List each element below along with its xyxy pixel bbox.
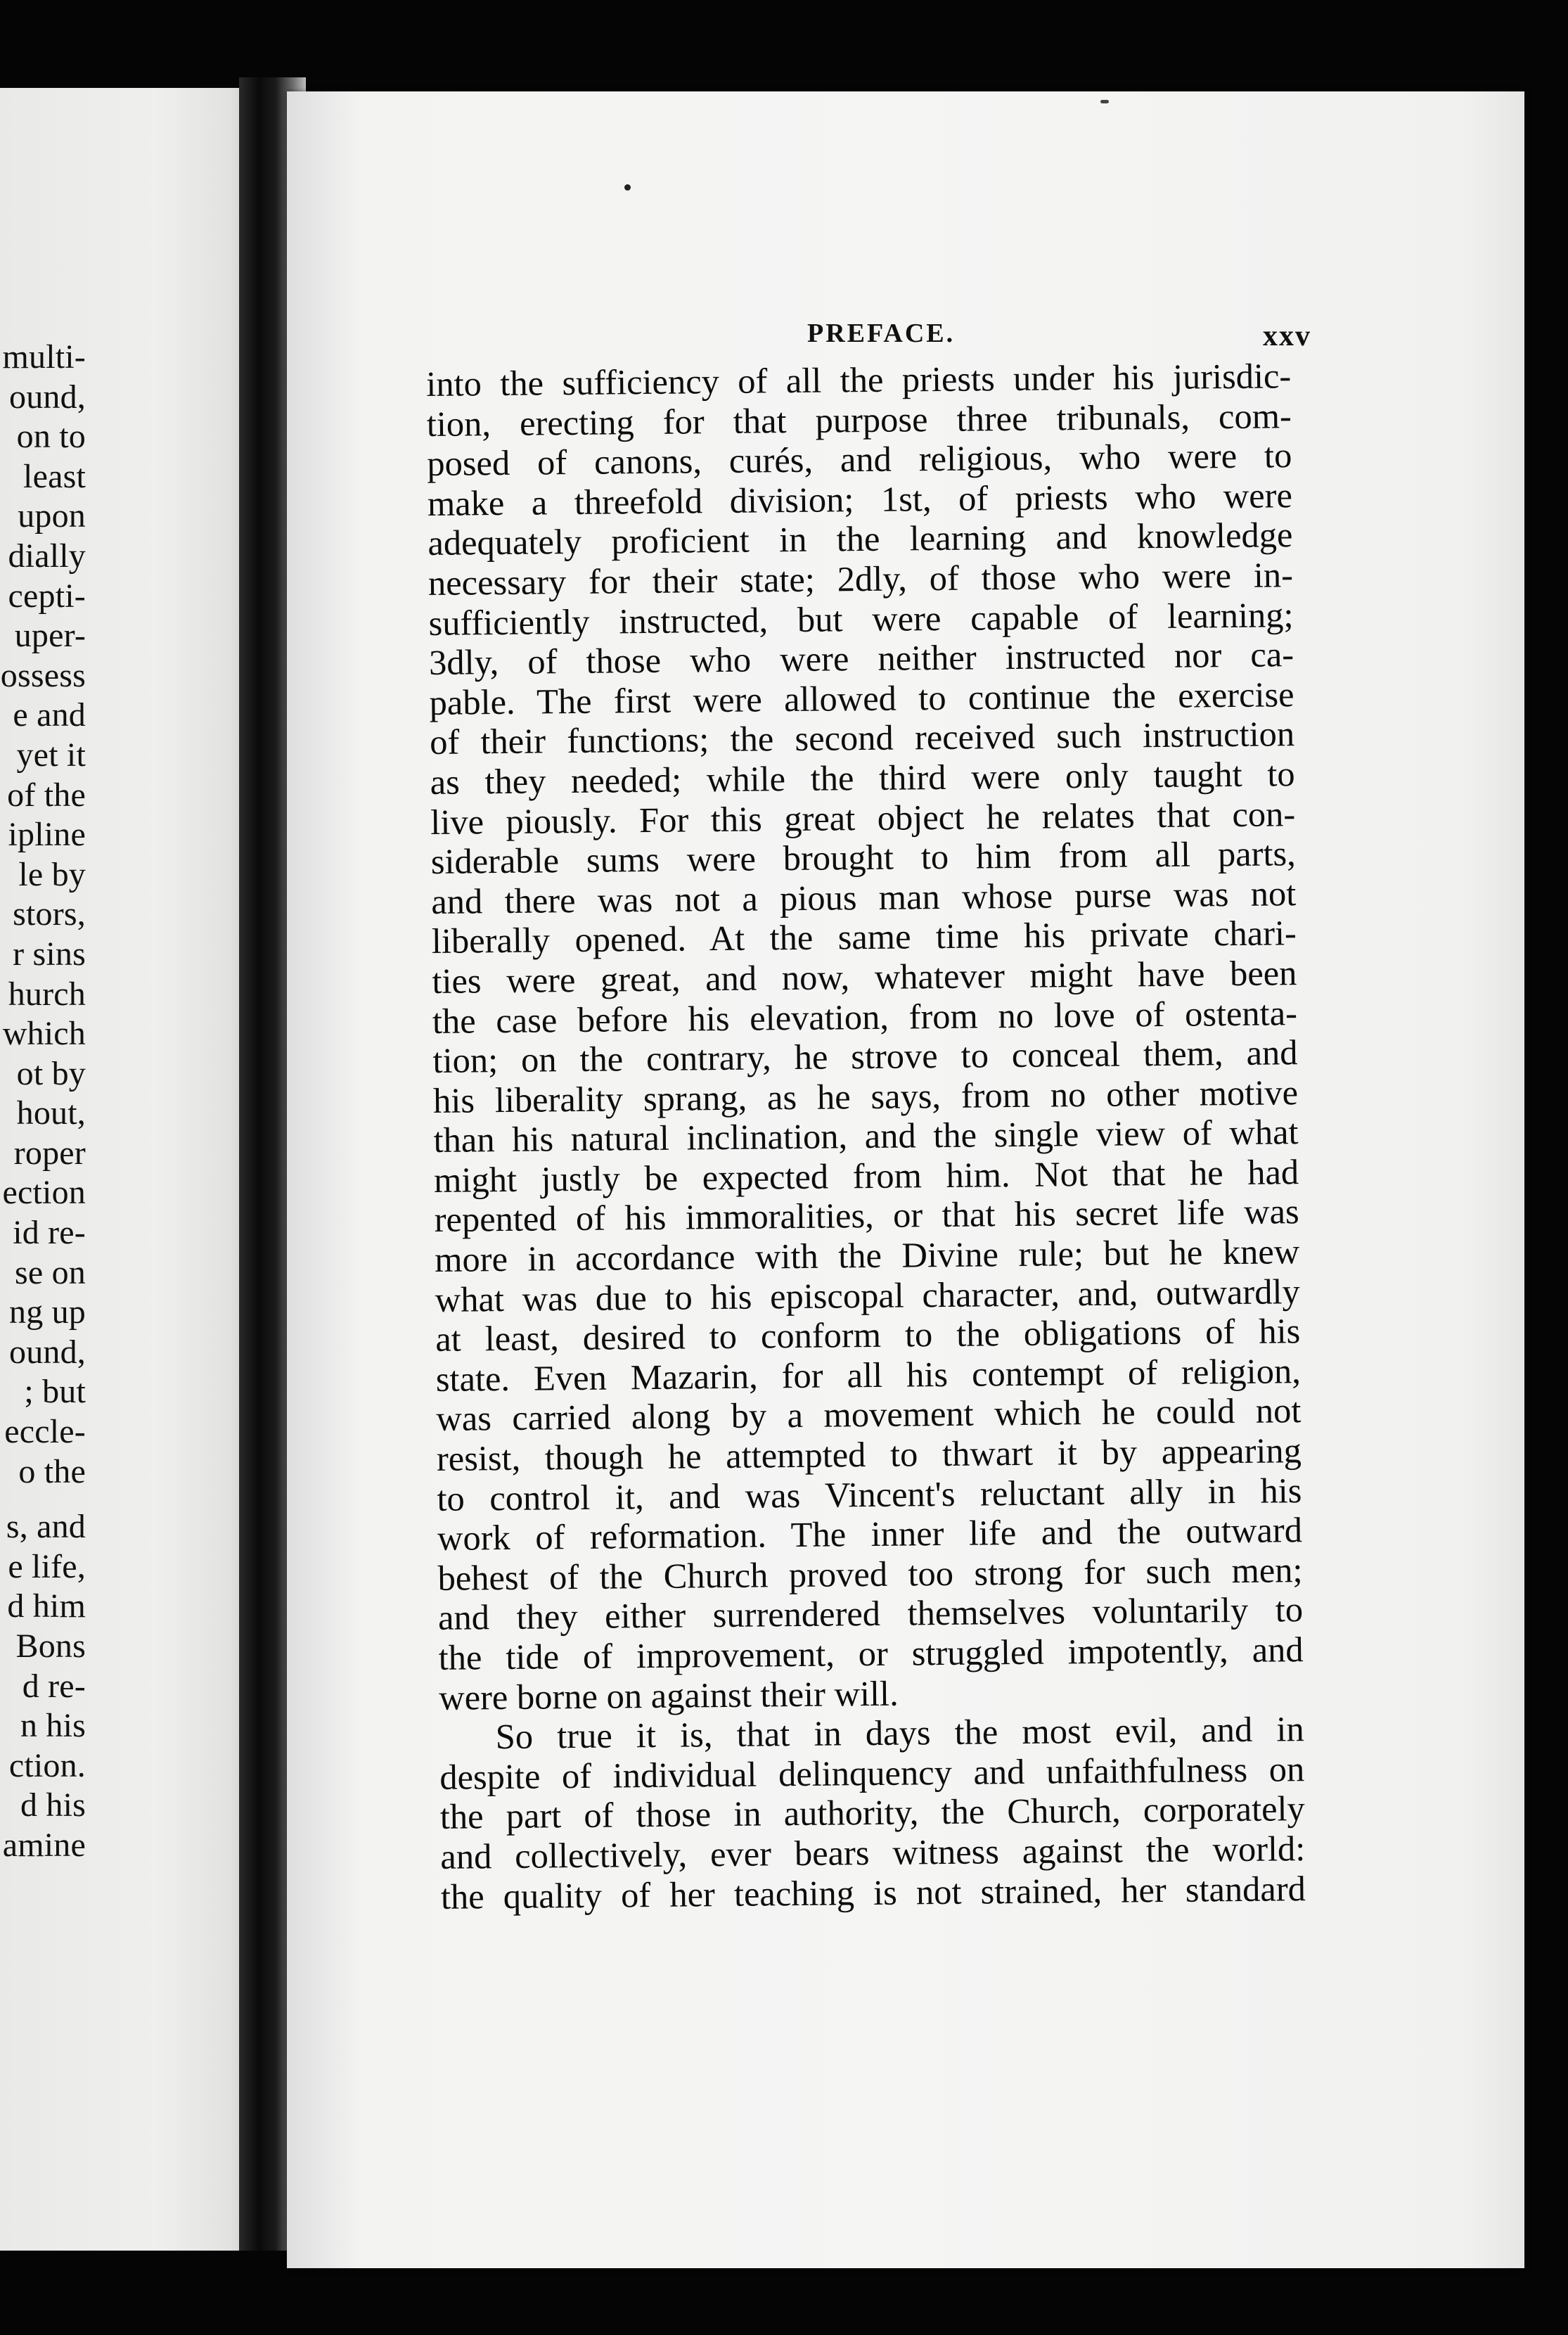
left-page-line: hout, <box>16 1094 86 1132</box>
left-page-line: Bons <box>15 1627 86 1665</box>
text-line: siderable sums were brought to him from all parts, <box>430 833 1296 882</box>
text-line: repented of his immoralities, or that his secret life was <box>434 1191 1299 1240</box>
left-page-line: se on <box>15 1253 86 1291</box>
text-line: the quality of her teaching is not strained, her standard <box>440 1868 1306 1917</box>
ink-speck <box>624 184 631 191</box>
text-line: necessary for their state; 2dly, of those who were in- <box>428 555 1294 603</box>
text-line: liberally opened. At the same time his private chari- <box>431 913 1297 961</box>
running-head <box>287 318 1524 360</box>
left-page-line: hurch <box>8 975 86 1013</box>
text-line: and there was not a pious man whose purse was not <box>431 873 1297 921</box>
left-page-line: d him <box>7 1587 86 1625</box>
text-line: the case before his elevation, from no love of ostenta- <box>432 992 1298 1041</box>
text-line: sufficiently instructed, but were capable of learning; <box>428 594 1294 643</box>
text-line: than his natural inclination, and the single view of what <box>433 1112 1299 1160</box>
text-line: posed of canons, curés, and religious, who were to <box>427 435 1292 484</box>
text-line: into the sufficiency of all the priests under his jurisdic- <box>426 356 1292 404</box>
left-page-line: multi- <box>2 338 86 376</box>
text-line: at least, desired to conform to the obligations of his <box>435 1311 1301 1360</box>
text-line: make a threefold division; 1st, of priests who were <box>427 475 1293 523</box>
left-page-line <box>1 1492 86 1507</box>
left-page-line: ction. <box>8 1746 86 1784</box>
left-page-text-fragments <box>1 338 86 1866</box>
left-page-line: s, and <box>6 1508 86 1546</box>
left-page-line: uper- <box>14 617 86 655</box>
text-line: despite of individual delinquency and unfaithfulness on <box>439 1748 1305 1797</box>
text-line: work of reformation. The inner life and the outward <box>437 1510 1303 1559</box>
ink-speck <box>1100 100 1109 103</box>
text-line: might justly be expected from him. Not that he had <box>433 1152 1299 1200</box>
left-page-line: ot by <box>16 1054 86 1092</box>
left-page-line: e and <box>13 696 86 734</box>
body-text <box>426 356 1306 1917</box>
text-line: adequately proficient in the learning and knowledge <box>428 515 1293 563</box>
left-page-line: le by <box>18 855 86 893</box>
left-page-line: amine <box>2 1826 86 1864</box>
left-page-line: ection <box>2 1174 86 1212</box>
text-line: and they either surrendered themselves voluntarily to <box>437 1589 1304 1638</box>
page-header-title: PREFACE. <box>807 319 956 348</box>
text-line: So true it is, that in days the most evil, and in <box>495 1709 1304 1757</box>
text-line: resist, though he attempted to thwart it by appearing <box>436 1431 1302 1478</box>
left-page-line: r sins <box>13 935 86 973</box>
left-page-line: on to <box>16 418 86 456</box>
left-page-line: n his <box>20 1707 86 1745</box>
text-line: state. Even Mazarin, for all his contempt of religion, <box>435 1350 1302 1399</box>
left-page <box>0 88 260 2251</box>
text-line: live piously. For this great object he relates that con- <box>430 793 1296 842</box>
left-page-line: ound, <box>9 1333 86 1371</box>
left-page-line: e life, <box>8 1547 86 1585</box>
text-line: his liberality sprang, as he says, from no other motive <box>432 1072 1299 1120</box>
text-line: ties were great, and now, whatever might have been <box>432 953 1297 1001</box>
text-line: pable. The first were allowed to continue the exercise <box>429 674 1294 722</box>
left-page-line: yet it <box>16 736 86 774</box>
left-page-line: roper <box>13 1134 86 1172</box>
left-page-line: ound, <box>9 378 86 416</box>
text-line: was carried along by a movement which he could not <box>436 1390 1302 1439</box>
left-page-line: cepti- <box>8 577 86 615</box>
text-line: 3dly, of those who were neither instructed nor ca- <box>428 634 1294 683</box>
left-page-line: dially <box>8 537 86 575</box>
left-page-line: ; but <box>24 1373 86 1411</box>
left-page-line: stors, <box>13 895 86 933</box>
page-number: xxv <box>1263 320 1311 352</box>
text-line: the tide of improvement, or struggled impotently, and <box>438 1630 1304 1677</box>
left-page-line: d re- <box>22 1667 86 1705</box>
text-line: behest of the Church proved too strong for such men; <box>437 1549 1303 1598</box>
text-line: more in accordance with the Divine rule; but he knew <box>434 1232 1300 1280</box>
text-line: of their functions; the second received such instruction <box>429 714 1295 762</box>
left-page-line: ipline <box>8 816 86 854</box>
text-line: tion, erecting for that purpose three tribunals, com- <box>426 395 1292 444</box>
left-page-line: d his <box>20 1786 86 1824</box>
text-line: were borne on against their will. <box>438 1673 899 1717</box>
text-line: tion; on the contrary, he strove to conceal them, and <box>432 1032 1298 1081</box>
text-line: to control it, and was Vincent's reluctant ally in his <box>437 1470 1302 1518</box>
left-page-line: which <box>2 1015 86 1053</box>
left-page-line: eccle- <box>4 1413 86 1451</box>
text-line: what was due to his episcopal character, and, outwardly <box>435 1271 1300 1319</box>
left-page-line: id re- <box>13 1214 86 1252</box>
text-line: the part of those in authority, the Church, corporately <box>439 1789 1306 1837</box>
left-page-line: of the <box>7 776 86 814</box>
left-page-line: least <box>23 457 86 495</box>
right-page <box>287 91 1524 2268</box>
text-line: as they needed; while the third were only taught to <box>430 754 1295 802</box>
left-page-line: upon <box>18 497 86 535</box>
left-page-line: ossess <box>0 656 86 694</box>
left-page-line: o the <box>18 1452 86 1490</box>
left-page-line: ng up <box>9 1293 86 1331</box>
text-line: and collectively, ever bears witness against the world: <box>440 1829 1306 1876</box>
